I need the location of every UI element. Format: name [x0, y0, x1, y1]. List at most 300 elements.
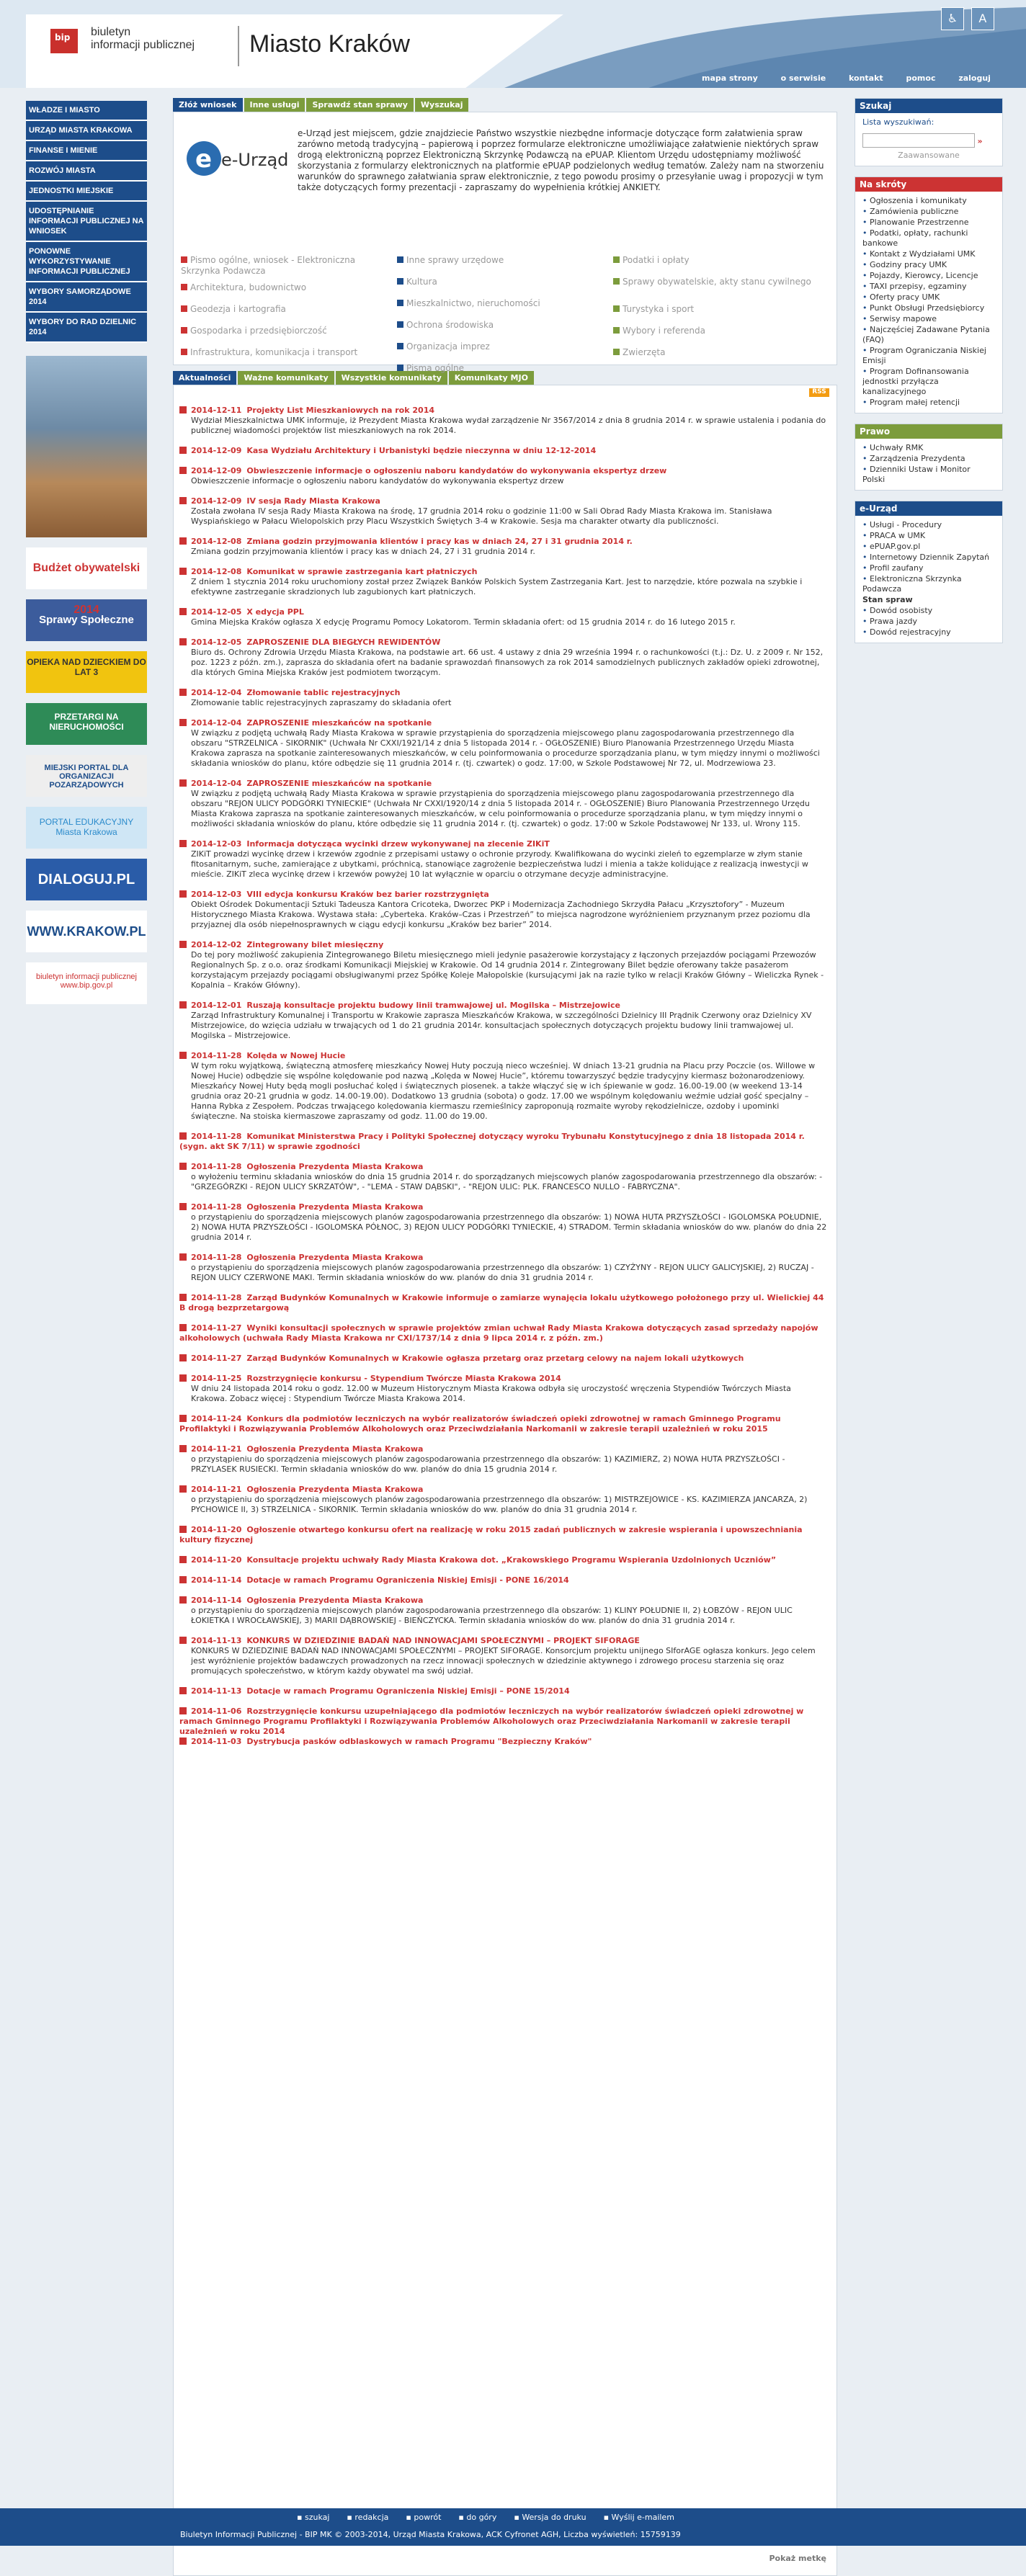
news-icon [179, 1637, 187, 1644]
news-item [179, 496, 828, 527]
news-date: 2014-11-28 [191, 1132, 242, 1141]
left-nav-item[interactable]: FINANSE I MIENIE [26, 141, 147, 161]
right-sidebar [855, 98, 1003, 653]
shortcut-link[interactable]: • Planowanie Przestrzenne [862, 218, 969, 227]
eurzad-link[interactable]: • Profil zaufany [862, 563, 924, 573]
news-icon [179, 1001, 187, 1009]
banner-dialoguj[interactable]: DIALOGUJ.PL [26, 859, 147, 900]
news-title[interactable]: Zarząd Budynków Komunalnych w Krakowie ogłasza przetarg oraz przetarg celowy na najem lokali użytkowych [246, 1354, 744, 1363]
news-body: Obiekt Ośrodek Dokumentacji Sztuki Tadeusza Kantora Cricoteka, Dworzec PKP i Modernizacja Zachodniego Skrzydła Pałacu „Krzysztofory” - Muzeum Historycznego Miasta Krakowa. Wystawa stała: „Cyberteka. Kraków–Czas i Przestrzeń” to miejsca nagrodzone wyróżnieniem przyznanym przez poziomu dla przyjaznej dla osób niepełnosprawnych w ciągu edycji konkursu „Kraków bez barier” 2014. [191, 900, 811, 929]
shortcut-link[interactable]: • Program małej retencji [862, 398, 960, 407]
news-date: 2014-12-03 [191, 890, 242, 899]
category-link[interactable] [181, 304, 390, 315]
category-icon [181, 327, 187, 334]
news-item [179, 1555, 828, 1565]
bullet-icon: • [862, 542, 867, 551]
left-nav-item[interactable]: PONOWNE WYKORZYSTYWANIE INFORMACJI PUBLICZNEJ [26, 242, 147, 282]
eurzad-link[interactable]: • ePUAP.gov.pl [862, 542, 921, 551]
category-icon [397, 300, 403, 306]
bullet-icon: • [862, 271, 867, 280]
news-icon [179, 467, 187, 474]
news-icon [179, 689, 187, 696]
news-body: W tym roku wyjątkową, świąteczną atmosferę mieszkańcy Nowej Huty poczują nieco wcześniej. W dniach 13-21 grudnia na Placu przy Poczcie (os. Willowe w Nowej Hucie) odbędzie się wspólne kolędowanie pod nazwą „Kolęda w Nowej Hucie”, któremu towarzyszyć będzie tradycyjny kiermasz bożonarodzeniowy. Mieszkańcy Nowej Huty będą mogli posłuchać kolęd i świątecznych piosenek. a także włączyć się w ich śpiewanie w godz. 16.00-19.00 (w weekend 13-14 grudnia oraz 20-21 grudnia w godz. 14.00-19.00). Dodatkowo 13 grudnia (sobota) o godz. 17.00 we wspólnym kolędowaniu weźmie udział gość specjalny – Hanna Rybka z Zespołem. Podczas trwającego kolędowania kiermaszu rzemieślnicy zaproponują rozmaite wyroby rękodzielnicze, ozdoby i upominki świąteczne. Na stoiska kiermaszowe zapraszamy od godz. 11.00 do 19.00. [191, 1061, 816, 1121]
eurzad-link[interactable]: • PRACA w UMK [862, 531, 926, 540]
category-icon [181, 305, 187, 312]
news-item [179, 1132, 828, 1152]
law-link[interactable]: • Zarządzenia Prezydenta [862, 454, 965, 463]
news-body: Biuro ds. Ochrony Zdrowia Urzędu Miasta Krakowa, na podstawie art. 66 ust. 4 ustawy z dnia 29 września 1994 r. o rachunkowości (t.j.: Dz. U. z 2009 r. Nr 152, poz. 1223 z późn. zm.), zaprasza do składania ofert na badanie sprawozdań finansowych za rok 2014 samodzielnych publicznych zakładów opieki zdrowotnej, dla których Gmina Miejska Kraków jest podmiotem tworzącym. [191, 648, 824, 677]
news-item [179, 567, 828, 597]
news-icon [179, 1052, 187, 1059]
news-title[interactable]: Dotacje w ramach Programu Ograniczenia Niskiej Emisji - PONE 16/2014 [246, 1575, 569, 1585]
category-link[interactable] [181, 326, 390, 336]
news-title[interactable]: X edycja PPL [246, 607, 304, 617]
shortcut-link[interactable]: • Program Dofinansowania jednostki przyłącza kanalizacyjnego [862, 367, 969, 396]
banner-bip[interactable]: biuletyn informacji publicznej www.bip.gov.pl [26, 962, 147, 1004]
nav-login[interactable]: zaloguj [958, 73, 991, 83]
news-icon [179, 1576, 187, 1583]
news-date: 2014-12-02 [191, 940, 242, 949]
shortcut-link[interactable]: • TAXI przepisy, egzaminy [862, 282, 967, 291]
news-title[interactable]: Rozstrzygnięcie konkursu - Stypendium Twórcze Miasta Krakowa 2014 [246, 1374, 561, 1383]
news-body: KONKURS W DZIEDZINIE BADAŃ NAD INNOWACJAMI SPOŁECZNYMI – PROJEKT SIFORAGE. Konsorcjum projektu unijnego SIforAGE ogłasza konkurs. Jego celem jest wyróżnienie projektów badawczych prowadzonych na rzecz innowacji społecznych w dziedzinie aktywnego i zdrowego procesu starzenia się oraz promujących społeczeństwo, w którym każdy obywatel ma swój udział. [191, 1646, 816, 1676]
bullet-icon: • [862, 228, 867, 238]
news-date: 2014-11-28 [191, 1253, 242, 1262]
tab-important[interactable]: Ważne komunikaty [238, 371, 334, 385]
news-icon [179, 1203, 187, 1210]
tab-mjo[interactable]: Komunikaty MJO [449, 371, 534, 385]
news-item [179, 1737, 828, 1747]
news-icon [179, 1253, 187, 1261]
advanced-search-link[interactable]: Zaawansowane [898, 151, 960, 160]
news-title[interactable]: Informacja dotycząca wycinki drzew wykonywanej na zlecenie ZIKiT [246, 839, 550, 849]
news-body: W związku z podjętą uchwałą Rady Miasta Krakowa w sprawie przystąpienia do sporządzenia miejscowego planu zagospodarowania przestrzennego dla obszaru "STRZELNICA - SIKORNIK" (Uchwała Nr CXXI/1921/14 z dnia 5 listopada 2014 r. - OGŁOSZENIE) Biuro Planowania Przestrzennego Urzędu Miasta Krakowa zaprasza na spotkanie zainteresowanych mieszkańców, w celu poinformowania o procedurze sporządzania planu, w tym między innymi o możliwości składania wniosków do planu, które odbędzie się 11 grudnia 2014 r. (tj. czwartek) o godz. 17:00, w Szkole Podstawowej Nr 72, ul. Modrzewiowa 23. [191, 728, 820, 768]
svg-text:e-Urząd: e-Urząd [221, 150, 289, 170]
footer-link[interactable]: ▪ powrót [406, 2513, 442, 2522]
bullet-icon: • [862, 454, 867, 463]
tab-all[interactable]: Wszystkie komunikaty [336, 371, 447, 385]
news-item [179, 406, 828, 436]
news-body: Zarząd Infrastruktury Komunalnej i Transportu w Krakowie zaprasza Mieszkańców Krakowa, w szczególności Dzielnicy III Prądnik Czerwony oraz Dzielnicy XV Mistrzejowice, do wzięcia udziału w trwających od 1 do 21 grudnia 2014r. konsultacjach społecznych dotyczących projektu budowy linii tramwajowej ul. Mogilska – Mistrzejowice. [191, 1011, 812, 1040]
news-date: 2014-11-13 [191, 1636, 242, 1645]
bullet-icon: • [862, 325, 867, 334]
shortcut-link[interactable]: • Godziny pracy UMK [862, 260, 947, 269]
news-body: Złomowanie tablic rejestracyjnych zapraszamy do składania ofert [191, 698, 452, 707]
category-icon [397, 321, 403, 328]
category-link[interactable] [397, 277, 606, 287]
news-body: o przystąpieniu do sporządzenia miejscowych planów zagospodarowania przestrzennego dla obszarów: 1) NOWA HUTA PRZYSZŁOŚCI - IGOLOMSKA POŁUDNIE, 2) NOWA HUTA PRZYSZŁOŚCI - IGOLOMSKA PÓŁNOC, 3) REJON ULICY PODGÓRKI TYNIECKIE, 4) STRADOM. Termin składania wniosków do ww. planów do dnia 22 grudnia 2014 r. [191, 1212, 827, 1242]
news-title[interactable]: Komunikat w sprawie zastrzegania kart płatniczych [246, 567, 478, 576]
news-title[interactable]: Zarząd Budynków Komunalnych w Krakowie informuje o zamiarze wynajęcia lokalu użytkowego położonego przy ul. Wielickiej 44 B drogą bezprzetargową [179, 1293, 824, 1312]
news-item [179, 537, 828, 557]
left-nav-item[interactable]: URZĄD MIASTA KRAKOWA [26, 121, 147, 141]
tab-other-services[interactable]: Inne usługi [244, 98, 305, 112]
category-label: Mieszkalnictwo, nieruchomości [406, 298, 540, 308]
status-link[interactable]: • Dowód rejestracyjny [862, 627, 951, 637]
left-nav-item[interactable]: WYBORY DO RAD DZIELNIC 2014 [26, 313, 147, 343]
news-title[interactable]: Zintegrowany bilet miesięczny [246, 940, 384, 949]
left-sidebar [26, 101, 147, 1004]
category-link[interactable] [613, 255, 822, 266]
category-link[interactable] [397, 320, 606, 331]
news-title[interactable]: Ruszają konsultacje projektu budowy linii tramwajowej ul. Mogilska – Mistrzejowice [246, 1001, 620, 1010]
news-icon [179, 1294, 187, 1301]
font-size-icon[interactable]: A [971, 7, 994, 30]
news-body: Z dniem 1 stycznia 2014 roku uruchomiony został przez Związek Banków Polskich System Zastrzegania Kart. Jest to narzędzie, które pozwala na szybkie i efektywne zastrzeganie skradzionych lub zagubionych kart płatniczych. [191, 577, 803, 596]
news-icon [179, 1445, 187, 1452]
news-icon [179, 1415, 187, 1422]
left-nav-item[interactable]: WYBORY SAMORZĄDOWE 2014 [26, 282, 147, 313]
news-title[interactable]: VIII edycja konkursu Kraków bez barier rozstrzygnięta [246, 890, 489, 899]
shortcuts-box [855, 176, 1003, 413]
shortcut-link[interactable]: • Podatki, opłaty, rachunki bankowe [862, 228, 968, 248]
news-item [179, 1051, 828, 1122]
news-date: 2014-12-01 [191, 1001, 242, 1010]
news-title[interactable]: Złomowanie tablic rejestracyjnych [246, 688, 401, 697]
category-icon [613, 278, 620, 285]
bullet-icon: • [862, 303, 867, 313]
nav-contact[interactable]: kontakt [849, 73, 883, 83]
news-item [179, 718, 828, 769]
news-date: 2014-11-06 [191, 1707, 242, 1716]
category-link[interactable] [613, 347, 822, 358]
left-nav-item[interactable]: UDOSTĘPNIANIE INFORMACJI PUBLICZNEJ NA WNIOSEK [26, 202, 147, 242]
banner-tenders[interactable]: PRZETARGI NA NIERUCHOMOŚCI [26, 703, 147, 745]
news-date: 2014-11-27 [191, 1323, 242, 1333]
category-icon [397, 365, 403, 371]
news-item [179, 446, 828, 456]
news-date: 2014-12-09 [191, 446, 242, 455]
news-title[interactable]: Projekty List Mieszkaniowych na rok 2014 [246, 406, 435, 415]
category-link[interactable] [397, 255, 606, 266]
eurzad-link[interactable]: • Elektroniczna Skrzynka Podawcza [862, 574, 962, 594]
news-date: 2014-11-27 [191, 1354, 242, 1363]
category-link[interactable] [613, 304, 822, 315]
eurzad-link[interactable]: • Internetowy Dziennik Zapytań [862, 553, 990, 562]
news-date: 2014-11-28 [191, 1162, 242, 1171]
search-title: Szukaj [855, 99, 1002, 113]
law-link[interactable]: • Uchwały RMK [862, 443, 924, 452]
category-link[interactable] [613, 277, 822, 287]
news-item [179, 839, 828, 880]
news-title[interactable]: Zmiana godzin przyjmowania klientów i pracy kas w dniach 24, 27 i 31 grudnia 2014 r. [246, 537, 633, 546]
svg-text:e: e [195, 145, 213, 174]
news-icon [179, 1374, 187, 1382]
news-icon [179, 608, 187, 615]
news-body: Wydział Mieszkalnictwa UMK informuje, iż Prezydent Miasta Krakowa wydał zarządzenie Nr 3567/2014 z dnia 8 grudnia 2014 r. w sprawie ustalenia i podania do publicznej wiadomości projektów list mieszkaniowych na rok 2014. [191, 416, 826, 435]
category-link[interactable] [397, 363, 606, 374]
category-label: Podatki i opłaty [623, 255, 690, 265]
news-date: 2014-12-09 [191, 466, 242, 475]
news-icon [179, 638, 187, 645]
footer-link[interactable]: ▪ redakcja [347, 2513, 389, 2522]
shortcuts-title: Na skróty [855, 177, 1002, 192]
footer-links [288, 2513, 683, 2522]
news-item [179, 1686, 828, 1696]
banner-childcare[interactable]: OPIEKA NAD DZIECKIEM DO LAT 3 [26, 651, 147, 693]
shortcut-link[interactable]: • Kontakt z Wydziałami UMK [862, 249, 976, 259]
bullet-icon: • [862, 574, 867, 583]
news-item [179, 1636, 828, 1676]
accessibility-icon[interactable]: ♿ [941, 7, 964, 30]
news-icon [179, 568, 187, 575]
footer-copyright: Biuletyn Informacji Publicznej - BIP MK © 2003-2014, Urząd Miasta Krakowa, ACK Cyfronet AGH, Liczba wyświetleń: 15759139 [180, 2530, 681, 2539]
category-icon [397, 278, 403, 285]
news-title[interactable]: Rozstrzygnięcie konkursu uzupełniającego dla podmiotów leczniczych na wybór realizatorów świadczeń opieki zdrowotnej w ramach Gminnego Programu Profilaktyki i Rozwiązywania Problemów Alkoholowych oraz Przeciwdziałania Narkomanii w zakresie terapii uzależnień w roku 2014 [179, 1707, 804, 1736]
news-icon [179, 537, 187, 545]
left-nav-item[interactable]: JEDNOSTKI MIEJSKIE [26, 182, 147, 202]
category-label: Pismo ogólne, wniosek - Elektroniczna Skrzynka Podawcza [181, 255, 356, 276]
footer-link-icon: ▪ [347, 2513, 352, 2522]
banner-ngo-portal[interactable]: MIEJSKI PORTAL DLA ORGANIZACJI POZARZĄDOWYCH [26, 755, 147, 797]
news-date: 2014-12-05 [191, 638, 242, 647]
news-body: Obwieszczenie informacje o ogłoszeniu naboru kandydatów do wykonywania ekspertyz drzew [191, 476, 564, 486]
status-link[interactable]: • Prawa jazdy [862, 617, 917, 626]
bullet-icon: • [862, 346, 867, 355]
news-item [179, 466, 828, 486]
news-item [179, 890, 828, 930]
news-title[interactable]: Ogłoszenia Prezydenta Miasta Krakowa [246, 1485, 424, 1494]
shortcut-link[interactable]: • Program Ograniczania Niskiej Emisji [862, 346, 986, 365]
category-icon [181, 284, 187, 290]
banner-krakow[interactable]: WWW.KRAKOW.PL [26, 911, 147, 952]
search-history-link[interactable]: Lista wyszukiwań: [862, 117, 934, 127]
category-link[interactable] [181, 255, 390, 277]
news-item [179, 1202, 828, 1243]
footer-link-icon: ▪ [514, 2513, 519, 2522]
category-label: Architektura, budownictwo [190, 282, 307, 292]
eurzad-logo [185, 134, 289, 184]
shortcut-link[interactable]: • Najczęściej Zadawane Pytania (FAQ) [862, 325, 990, 344]
news-title[interactable]: Ogłoszenia Prezydenta Miasta Krakowa [246, 1596, 424, 1605]
news-item [179, 607, 828, 627]
news-title[interactable]: Kasa Wydziału Architektury i Urbanistyki będzie nieczynna w dniu 12-12-2014 [246, 446, 597, 455]
news-body: Gmina Miejska Kraków ogłasza X edycję Programu Pomocy Lokatorom. Termin składania ofert: od 15 grudnia 2014 r. do 16 lutego 2015 r. [191, 617, 736, 627]
news-item [179, 940, 828, 990]
news-title[interactable]: Konsultacje projektu uchwały Rady Miasta Krakowa dot. „Krakowskiego Programu Wspierania Uzdolnionych Uczniów” [246, 1555, 777, 1565]
bip-logo[interactable] [50, 23, 229, 68]
category-label: Gospodarka i przedsiębiorczość [190, 326, 327, 336]
news-title[interactable]: IV sesja Rady Miasta Krakowa [246, 496, 380, 506]
news-title[interactable]: Wyniki konsultacji społecznych w sprawie projektów zmian uchwał Rady Miasta Krakowa dotyczących zasad sprzedaży napojów alkoholowych (uchwała Rady Miasta Krakowa nr CXI/1737/14 z dnia 9 lipca 2014 r. z późn. zm.) [179, 1323, 818, 1343]
bullet-icon: • [862, 196, 867, 205]
footer-link-icon: ▪ [406, 2513, 411, 2522]
news-date: 2014-12-04 [191, 779, 242, 788]
news-icon [179, 840, 187, 847]
footer-link[interactable]: ▪ Wersja do druku [514, 2513, 586, 2522]
bullet-icon: • [862, 282, 867, 291]
category-label: Turystyka i sport [623, 304, 695, 314]
news-date: 2014-11-14 [191, 1575, 242, 1585]
nav-help[interactable]: pomoc [906, 73, 936, 83]
left-nav-item[interactable]: WŁADZE I MIASTO [26, 101, 147, 121]
footer-link[interactable]: ▪ do góry [458, 2513, 497, 2522]
news-icon [179, 406, 187, 413]
bullet-icon: • [862, 563, 867, 573]
eurzad-box [855, 501, 1003, 643]
eurzad-link[interactable]: • Usługi - Procedury [862, 520, 942, 529]
category-icon [181, 349, 187, 355]
news-item [179, 688, 828, 708]
news-item [179, 1525, 828, 1545]
shortcut-link[interactable]: • Punkt Obsługi Przedsiębiorcy [862, 303, 985, 313]
news-title[interactable]: Ogłoszenia Prezydenta Miasta Krakowa [246, 1253, 424, 1262]
bip-line2: informacji publicznej [91, 39, 195, 51]
nav-sitemap[interactable]: mapa strony [702, 73, 758, 83]
news-body: W dniu 24 listopada 2014 roku o godz. 12.00 w Muzeum Historycznym Miasta Krakowa odbyła się uroczystość wręczenia Stypendiów Twórczych Miasta Krakowa. Zobacz więcej : Stypendium Twórcze Miasta Krakowa 2014. [191, 1384, 791, 1403]
page-header [0, 0, 1026, 88]
category-link[interactable] [181, 282, 390, 293]
category-label: Wybory i referenda [623, 326, 706, 336]
shortcut-link[interactable]: • Ogłoszenia i komunikaty [862, 196, 967, 205]
news-item [179, 1707, 828, 1737]
news-title[interactable]: Konkurs dla podmiotów leczniczych na wybór realizatorów świadczeń opieki zdrowotnej w ramach Gminnego Programu Profilaktyki i Rozwiązywania Problemów Alkoholowych oraz Przeciwdziałania Narkomanii w zakresie terapii uzależnień w roku 2015 [179, 1414, 781, 1434]
bullet-icon: • [862, 207, 867, 216]
bullet-icon: • [862, 617, 867, 626]
bullet-icon: • [862, 520, 867, 529]
news-title[interactable]: Ogłoszenia Prezydenta Miasta Krakowa [246, 1444, 424, 1454]
news-title[interactable]: KONKURS W DZIEDZINIE BADAŃ NAD INNOWACJAMI SPOŁECZNYMI – PROJEKT SIFORAGE [246, 1636, 640, 1645]
law-link[interactable]: • Dzienniki Ustaw i Monitor Polski [862, 465, 971, 484]
tab-check-status[interactable]: Sprawdź stan sprawy [306, 98, 413, 112]
news-icon [179, 719, 187, 726]
page-footer [0, 2508, 1026, 2546]
tab-news[interactable]: Aktualności [173, 371, 236, 385]
category-icon [397, 343, 403, 349]
shortcut-link[interactable]: • Oferty pracy UMK [862, 292, 940, 302]
news-body: Do tej pory możliwość zakupienia Zintegrowanego Biletu miesięcznego mieli jedynie pasażerowie korzystający z łączonych przejazdów pociągami Przewozów Regionalnych Sp. z o.o. oraz środkami Komunikacji Miejskiej w Krakowie. Od 14 grudnia 2014 r. Zintegrowany Bilet będzie oferowany także pasażerom korzystającym przejazdy pociągami obsługiwanymi przez Spółkę Koleje Małopolskie (kursującymi jak na razie tylko w relacji Kraków Główny – Wieliczka Rynek - Kopalnia – Kraków Główny). [191, 950, 824, 990]
show-metadata-link[interactable]: Pokaż metkę [769, 2554, 826, 2563]
footer-link[interactable]: ▪ Wyślij e-mailem [603, 2513, 674, 2522]
news-item [179, 1001, 828, 1041]
category-link[interactable] [397, 298, 606, 309]
news-date: 2014-11-21 [191, 1485, 242, 1494]
news-title[interactable]: Dystrybucja pasków odblaskowych w ramach Programu "Bezpieczny Kraków" [246, 1737, 592, 1746]
footer-link[interactable]: ▪ szukaj [297, 2513, 330, 2522]
news-body: Została zwołana IV sesja Rady Miasta Krakowa na środę, 17 grudnia 2014 roku o godzinie 11:00 w Sali Obrad Rady Miasta Krakowa im. Stanisława Wyspiańskiego w Pałacu Wielopolskich przy Placu Wszystkich Świętych 3-4 w Krakowie. Sesja ma charakter otwarty dla publiczności. [191, 506, 772, 526]
search-go-icon[interactable]: » [977, 136, 983, 146]
category-label: Pisma ogólne [406, 363, 465, 373]
news-title[interactable]: Komunikat Ministerstwa Pracy i Polityki Społecznej dotyczący wyroku Trybunału Konstytucyjnego z dnia 18 listopada 2014 r. (sygn. akt SK 7/11) w sprawie zgodności [179, 1132, 805, 1151]
tab-search[interactable]: Wyszukaj [415, 98, 469, 112]
category-label: Ochrona środowiska [406, 320, 494, 330]
bullet-icon: • [862, 218, 867, 227]
news-date: 2014-12-05 [191, 607, 242, 617]
news-icon [179, 1324, 187, 1331]
news-date: 2014-12-11 [191, 406, 242, 415]
news-title[interactable]: ZAPROSZENIE mieszkańców na spotkanie [246, 779, 432, 788]
banner-social[interactable]: Sprawy Społeczne [26, 599, 147, 641]
news-item [179, 638, 828, 678]
category-link[interactable] [397, 341, 606, 352]
news-icon [179, 497, 187, 504]
law-box [855, 424, 1003, 491]
news-icon [179, 1707, 187, 1714]
left-nav-item[interactable]: ROZWÓJ MIASTA [26, 161, 147, 182]
news-body: o wyłożeniu terminu składania wniosków do dnia 15 grudnia 2014 r. do sporządzanych miejscowych planów zagospodarowania przestrzennego dla obszarów: - "GRZEGÓRZKI - REJON ULICY SKRZATÓW", - "LEMA - STAW DĄBSKI", - "REJON ULIC: PLK. FRANCESCO NULLO - FABRYCZNA". [191, 1172, 823, 1191]
news-item [179, 779, 828, 829]
category-icon [613, 305, 620, 312]
news-icon [179, 941, 187, 948]
search-box [855, 98, 1003, 166]
news-body: o przystąpieniu do sporządzenia miejscowych planów zagospodarowania przestrzennego dla obszarów: 1) KLINY POŁUDNIE II, 2) ŁOBZÓW - REJON ULIC ŁOKIETKA I WROCŁAWSKIEJ, 3) MARII DĄBROWSKIEJ - BIEŃCZYCKA. Termin składania wniosków do ww. planów do dnia 31 grudnia 2014 r. [191, 1606, 793, 1625]
news-body: o przystąpieniu do sporządzenia miejscowych planów zagospodarowania przestrzennego dla obszarów: 1) MISTRZEJOWICE - KS. KAZIMIERZA JANCARZA, 2) PYCHOWICE II, 3) STRZELNICA - SIKORNIK. Termin składania wniosków do ww. planów do dnia 31 grudnia 2014 r. [191, 1495, 808, 1514]
category-label: Inne sprawy urzędowe [406, 255, 504, 265]
category-label: Zwierzęta [623, 347, 666, 357]
eurzad-tabs [173, 98, 837, 112]
category-link[interactable] [613, 326, 822, 336]
bullet-icon: • [862, 398, 867, 407]
news-date: 2014-12-04 [191, 718, 242, 728]
main-content [173, 98, 837, 2576]
search-input[interactable] [862, 133, 975, 148]
svg-text:bip: bip [55, 32, 71, 43]
bullet-icon: • [862, 531, 867, 540]
news-icon [179, 1687, 187, 1694]
news-title[interactable]: ZAPROSZENIE mieszkańców na spotkanie [246, 718, 432, 728]
news-date: 2014-11-21 [191, 1444, 242, 1454]
eurzad-title: e-Urząd [855, 501, 1002, 516]
news-title[interactable]: ZAPROSZENIE DLA BIEGŁYCH REWIDENTÓW [246, 638, 441, 647]
news-title[interactable]: Obwieszczenie informacje o ogłoszeniu naboru kandydatów do wykonywania ekspertyz drzew [246, 466, 667, 475]
footer-link-icon: ▪ [603, 2513, 610, 2522]
news-icon [179, 1485, 187, 1493]
news-date: 2014-12-08 [191, 567, 242, 576]
footer-link-icon: ▪ [458, 2513, 464, 2522]
eurzad-panel [173, 112, 837, 373]
news-icon [179, 1526, 187, 1533]
bullet-icon: • [862, 260, 867, 269]
news-date: 2014-12-03 [191, 839, 242, 849]
news-item [179, 1293, 828, 1313]
news-item [179, 1354, 828, 1364]
banner-budget[interactable]: Budżet obywatelski [26, 547, 147, 589]
category-icon [613, 256, 620, 263]
news-body: ZIKiT prowadzi wycinkę drzew i krzewów zgodnie z przepisami ustawy o ochronie przyrody. Kwalifikowana do wycinki zieleń to egzemplarze w złym stanie fitosanitarnym, suche, zamierające z ubytkami, próchnicą, stanowiące zagrożenie bezpieczeństwa ludzi i mienia a także kolidujące z realizacją inwestycji w mieście. ZIKiT zleca wycinkę drzew i krzewów powyżej 10 lat wyłącznie w oparciu o otrzymane decyzje administracyjne. [191, 849, 808, 879]
shortcut-link[interactable]: • Zamówienia publiczne [862, 207, 959, 216]
bullet-icon: • [862, 367, 867, 376]
status-link[interactable]: • Dowód osobisty [862, 606, 933, 615]
news-date: 2014-11-28 [191, 1293, 242, 1302]
news-title[interactable]: Ogłoszenie otwartego konkursu ofert na realizację w roku 2015 zadań publicznych w zakresie wspierania i upowszechniania kultury fizycznej [179, 1525, 803, 1544]
city-photo[interactable] [26, 356, 147, 537]
news-date: 2014-11-28 [191, 1202, 242, 1212]
bullet-icon: • [862, 553, 867, 562]
banner-education[interactable]: PORTAL EDUKACYJNY Miasta Krakowa [26, 807, 147, 849]
rss-icon[interactable]: RSS [809, 388, 829, 397]
bullet-icon: • [862, 292, 867, 302]
category-link[interactable] [181, 347, 390, 358]
news-title[interactable]: Kolęda w Nowej Hucie [246, 1051, 346, 1060]
news-item [179, 1485, 828, 1515]
news-title[interactable]: Ogłoszenia Prezydenta Miasta Krakowa [246, 1162, 424, 1171]
news-title[interactable]: Ogłoszenia Prezydenta Miasta Krakowa [246, 1202, 424, 1212]
bullet-icon: • [862, 627, 867, 637]
news-item [179, 1253, 828, 1283]
shortcut-link[interactable]: • Pojazdy, Kierowcy, Licencje [862, 271, 978, 280]
bip-line1: biuletyn [91, 26, 131, 38]
header-divider [238, 26, 239, 66]
shortcut-link[interactable]: • Serwisy mapowe [862, 314, 937, 323]
news-item [179, 1414, 828, 1434]
nav-about[interactable]: o serwisie [780, 73, 826, 83]
news-title[interactable]: Dotacje w ramach Programu Ograniczenia Niskiej Emisji – PONE 15/2014 [246, 1686, 570, 1696]
bip-logo-icon [50, 23, 86, 56]
news-icon [179, 1556, 187, 1563]
tab-submit[interactable]: Złóż wniosek [173, 98, 243, 112]
news-date: 2014-11-13 [191, 1686, 242, 1696]
news-icon [179, 779, 187, 787]
